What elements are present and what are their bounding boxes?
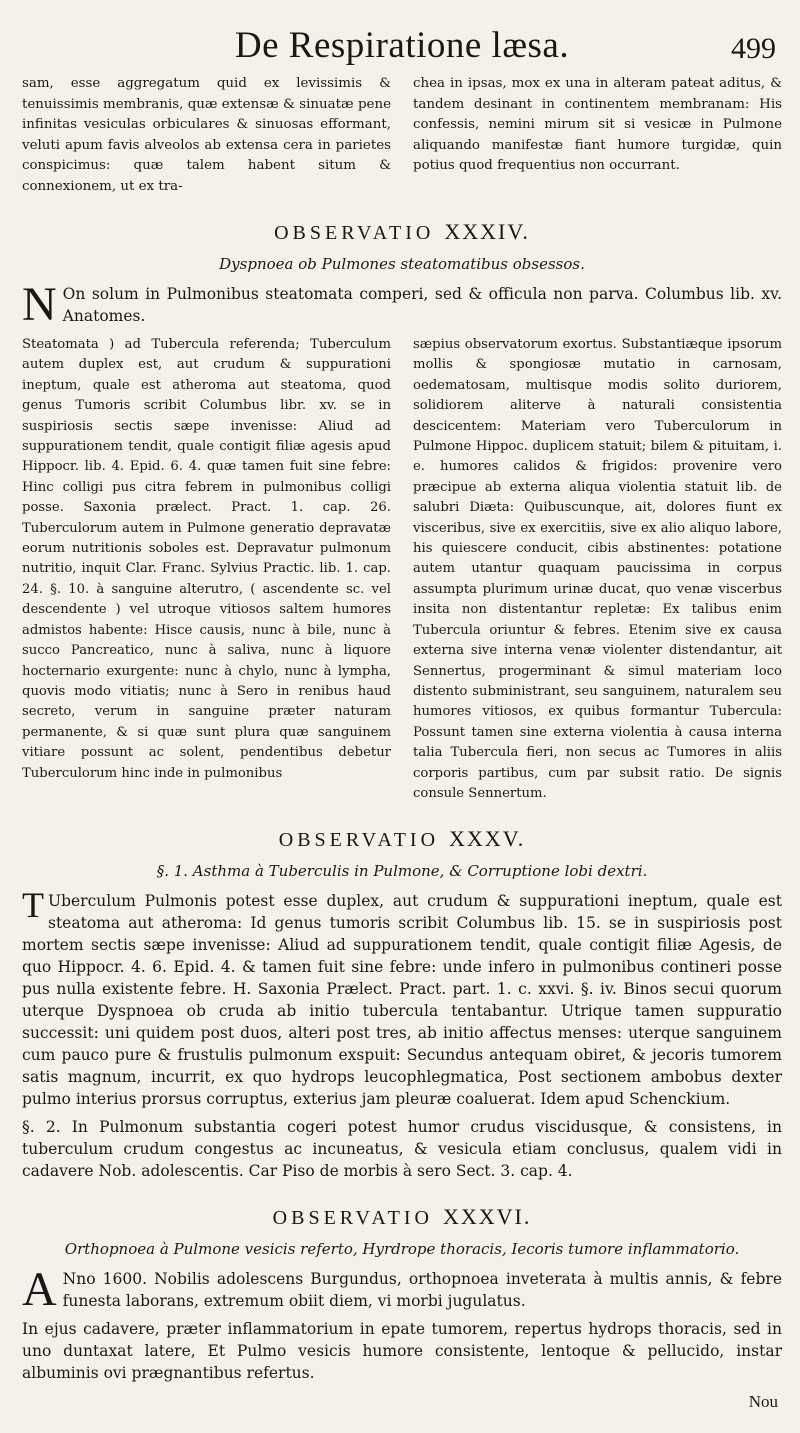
paragraph-text: Uberculum Pulmonis potest esse duplex, aut crudum & suppurationi ineptum, quale est steatoma aut atheroma: Id genus tumoris scribit Columbus lib. 15. se in suspiriosis post mortem sectis sæpe invenisse: Aliud ad suppurationem tendit, quale contigit filiæ Agesis, de quo Hippocr. 4. 6. Epid. 4. & tamen fuit sine febre: unde infero in pulmonibus contineri posse pus nulla existente febre. H. Saxonia Prælect. Pract. part. 1. c. xxvi. §. iv. Binos secui quorum uterque Dyspnoea ob cruda ab initio tubercula tentabantur. Utrique tamen suppuratio successit: uni quidem post duos, alteri post tres, ab initio affectus menses: uterque sanguinem cum pauco pure & frustulis pulmonum exspuit: Secundus antequam obiret, & jecoris tumorem satis magnum, incurrit, ex quo hydrops leucophlegmatica, Post sectionem ambobus dexter pulmo interius prorsus corruptus, exterius jam pleuræ coaluerat. Idem apud Schenckium. bbox=[22, 892, 782, 1109]
observation-heading bbox=[22, 826, 782, 852]
continued-paragraph-right: chea in ipsas, mox ex una in alteram pateat aditus, & tandem desinant in continentem membranam: His confessis, nemini mirum sit si vesicæ in Pulmone aliquando manifestæ fiant humore turgidæ, quin potius quod frequentius non occurrant. bbox=[413, 76, 782, 173]
drop-cap: N bbox=[22, 278, 57, 331]
running-title: De Respiratione læsa. bbox=[234, 25, 570, 66]
heading-number: XXXV. bbox=[449, 826, 526, 852]
observation-heading bbox=[22, 1204, 782, 1230]
heading-word: OBSERVATIO bbox=[278, 829, 440, 852]
drop-cap: T bbox=[22, 885, 44, 926]
left-column bbox=[22, 74, 391, 197]
heading-word: OBSERVATIO bbox=[274, 222, 435, 244]
observation-paragraph: §. 2. In Pulmonum substantia cogeri potest humor crudus viscidusque, & consistens, in tuberculum crudum congestus ac incuneatus, & vesicula etiam conclusus, qualem vidi in cadavere Nob. adolescentis. Car Piso de morbis à sero Sect. 3. cap. 4. bbox=[22, 1118, 782, 1181]
observation-paragraph bbox=[22, 885, 782, 1110]
observation-paragraph: In ejus cadavere, præter inflammatorium in epate tumorem, repertus hydrops thoracis, sed in uno duntaxat latere, Et Pulmo vesicis humore consistente, lentoque & pellucido, instar albuminis ovi prægnantibus refertus. bbox=[22, 1320, 782, 1383]
catchword: Nou bbox=[748, 1392, 778, 1411]
heading-word: OBSERVATIO bbox=[272, 1207, 433, 1230]
observation-paragraph bbox=[22, 1263, 782, 1317]
observation-35 bbox=[22, 826, 782, 1182]
left-column bbox=[22, 335, 391, 804]
drop-cap: A bbox=[22, 1263, 57, 1317]
observation-34 bbox=[22, 219, 782, 804]
paragraph-text: Nno 1600. Nobilis adolescens Burgundus, orthopnoea inveterata à multis annis, & febre funesta laborans, extremum obiit diem, vi morbi jugulatus. bbox=[62, 1270, 782, 1311]
observation-subtitle: Orthopnoea à Pulmone vesicis referto, Hyrdrope thoracis, Iecoris tumore inflammatorio. bbox=[64, 1240, 740, 1259]
commentary-right: sæpius observatorum exortus. Substantiæque ipsorum mollis & spongiosæ mutatio in carnosam, oedematosam, multisque modis solito duriorem, solidiorem aliterve à naturali consistentia descicentem: Materiam vero Tuberculorum in Pulmone Hippoc. duplicem statuit; bilem & pituitam, i. e. humores calidos & frigidos: provenire vero præcipue ab externa aliqua violentia statuit lib. de salubri Diæta: Quibuscunque, ait, dolores fiunt ex visceribus, sive ex exercitiis, sive ex alio aliquo labore, his quiescere conducit, cibis abstinentes: potatione autem utantur quaquam paucissima in corpus assumpta plurimum urinæ ducat, quo venæ viscerbus insita non distentantur repletæ: Ex talibus enim Tubercula oriuntur & febres. Etenim sive ex causa externa sive interna venæ violenter distendantur, ait Sennertus, progerminant & simul materiam loco distento subministrant, seu sanguinem, naturalem seu humores vitiosos, ex quibus formantur Tubercula: Possunt tamen sine externa violentia à causa interna talia Tubercula fieri, non secus ac Tumores in aliis corporis partibus, cum par subsit ratio. De signis consule Sennertum. bbox=[413, 337, 782, 801]
observation-heading bbox=[22, 219, 782, 245]
observation-subtitle: Dyspnoea ob Pulmones steatomatibus obsessos. bbox=[219, 255, 585, 273]
observation-intro bbox=[22, 278, 782, 331]
intro-text: On solum in Pulmonibus steatomata comperi, sed & officula non parva. Columbus lib. xv. Anatomes. bbox=[62, 285, 782, 325]
continued-paragraph-left: sam, esse aggregatum quid ex levissimis & tenuissimis membranis, quæ extensæ & sinuatæ pene infinitas vesiculas orbiculares & sinuosas efformant, veluti apum favis alveolos ab extensa cera in parietes conspicimus: quæ talem habent situm & connexionem, ut ex tra- bbox=[22, 76, 391, 194]
running-head bbox=[22, 14, 782, 74]
heading-number: XXXVI. bbox=[442, 1204, 532, 1230]
heading-number: XXXIV. bbox=[444, 219, 530, 244]
continued-text-columns bbox=[22, 74, 782, 197]
right-column bbox=[413, 335, 782, 804]
commentary-columns bbox=[22, 335, 782, 804]
page-number: 499 bbox=[731, 32, 776, 65]
observation-36 bbox=[22, 1204, 782, 1384]
commentary-left: Steatomata ) ad Tubercula referenda; Tuberculum autem duplex est, aut crudum & suppurationi ineptum, quale est atheroma aut steatoma, quod genus Tumoris scribit Columbus libr. xv. se in suspiriosis sectis sæpe invenisse: Aliud ad suppurationem tendit, quale contigit filiæ agesis apud Hippocr. lib. 4. Epid. 6. 4. quæ tamen fuit sine febre: Hinc colligi pus citra febrem in pulmonibus colligi posse. Saxonia prælect. Pract. 1. cap. 26. Tuberculorum autem in Pulmone generatio depravatæ eorum nutritionis soboles est. Depravatur pulmonum nutritio, inquit Clar. Franc. Sylvius Practic. lib. 1. cap. 24. §. 10. à sanguine alterutro, ( ascendente sc. vel descendente ) vel utroque vitiosos saltem humores admistos habente: Hisce causis, nunc à bile, nunc à succo Pancreatico, nunc à saliva, nunc à liquore hocternario exurgente: nunc à chylo, nunc à lympha, quovis modo vitiatis; nunc à Sero in renibus haud secreto, verum in sanguine præter naturam permanente, & si quæ sunt plura quæ sanguinem vitiare possunt ac solent, pendentibus debetur Tuberculorum hinc inde in pulmonibus bbox=[22, 337, 391, 781]
right-column bbox=[413, 74, 782, 197]
observation-subtitle: §. 1. Asthma à Tuberculis in Pulmone, & Corruptione lobi dextri. bbox=[156, 862, 648, 881]
